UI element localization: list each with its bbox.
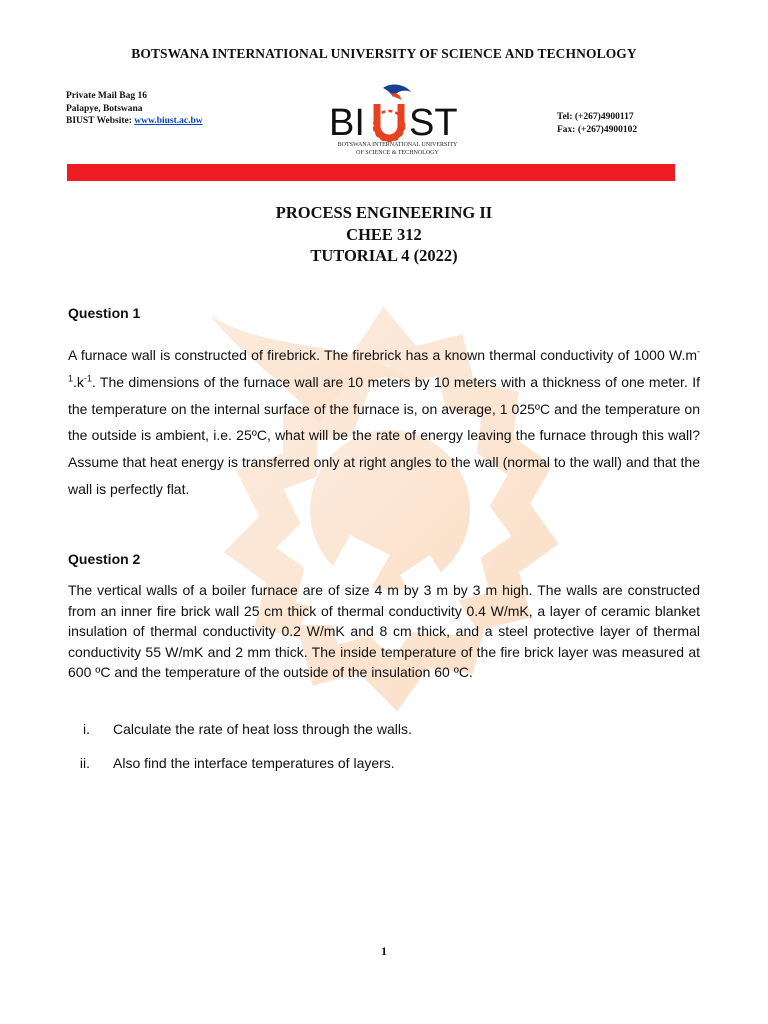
logo-sub-line-1: BOTSWANA INTERNATIONAL UNIVERSITY	[337, 142, 458, 148]
contact-block	[557, 111, 637, 136]
q1-text-c: . The dimensions of the furnace wall are 10 meters by 10 meters with a thickness of one meter. If the temperature on the internal surface of the furnace is, on average, 1 025ºC and the temperature on the outside is ambient, i.e. 25ºC, what will be the rate of energy leaving the furnace through this wall? Assume that heat energy is transferred only at right angles to the wall (normal to the wall) and that the wall is perfectly flat.	[68, 373, 700, 497]
address-block	[66, 90, 203, 128]
title-line-3: TUTORIAL 4 (2022)	[310, 246, 458, 265]
document-title	[0, 202, 768, 267]
title-line-1: PROCESS ENGINEERING II	[275, 203, 493, 222]
website-label: BIUST Website:	[66, 116, 135, 126]
list-item-number: i.	[83, 721, 90, 737]
address-line-1: Private Mail Bag 16	[66, 91, 147, 101]
logo-subtitle	[320, 142, 475, 157]
university-title: BOTSWANA INTERNATIONAL UNIVERSITY OF SCIENCE AND TECHNOLOGY	[131, 46, 637, 61]
tel-line: Tel: (+267)4900117	[557, 112, 634, 122]
question-2-heading: Question 2	[68, 551, 141, 567]
q1-text-b: .k	[73, 373, 84, 390]
list-item-text: Calculate the rate of heat loss through the walls.	[113, 721, 412, 737]
title-line-2: CHEE 312	[346, 224, 422, 244]
fax-line: Fax: (+267)4900102	[557, 124, 638, 135]
logo-text-left: BI	[329, 102, 365, 144]
logo-gear-u	[374, 104, 404, 141]
address-line-2: Palapye, Botswana	[66, 103, 143, 114]
page-number: 1	[381, 944, 387, 958]
logo-text-right: ST	[409, 102, 458, 144]
list-item-text: Also find the interface temperatures of layers.	[113, 755, 395, 771]
q1-sup-2: -1	[83, 373, 92, 384]
logo-sub-line-2: OF SCIENCE & TECHNOLOGY	[356, 149, 439, 156]
header-red-bar	[67, 164, 675, 181]
q1-sup-1: -1	[68, 346, 700, 384]
question-2-text: The vertical walls of a boiler furnace are of size 4 m by 3 m by 3 m high. The walls are constructed from an inner fire brick wall 25 cm thick of thermal conductivity 0.4 W/mK, a layer of ceramic blanket insulation of thermal conductivity 0.2 W/mK and 8 cm thick, and a steel protective layer of thermal conductivity 55 W/mK and 2 mm thick. The inside temperature of the fire brick layer was measured at 600 ºC and the temperature of the outside of the insulation 60 ºC.	[68, 582, 700, 680]
website-line	[66, 115, 203, 128]
question-1-heading: Question 1	[68, 305, 141, 321]
list-item-number: ii.	[79, 755, 90, 771]
website-link[interactable]: www.biust.ac.bw	[134, 116, 203, 126]
q1-text-a: A furnace wall is constructed of firebrick. The firebrick has a known thermal conductivity of 1000 W.m	[68, 347, 697, 363]
question-1-text	[68, 342, 700, 503]
